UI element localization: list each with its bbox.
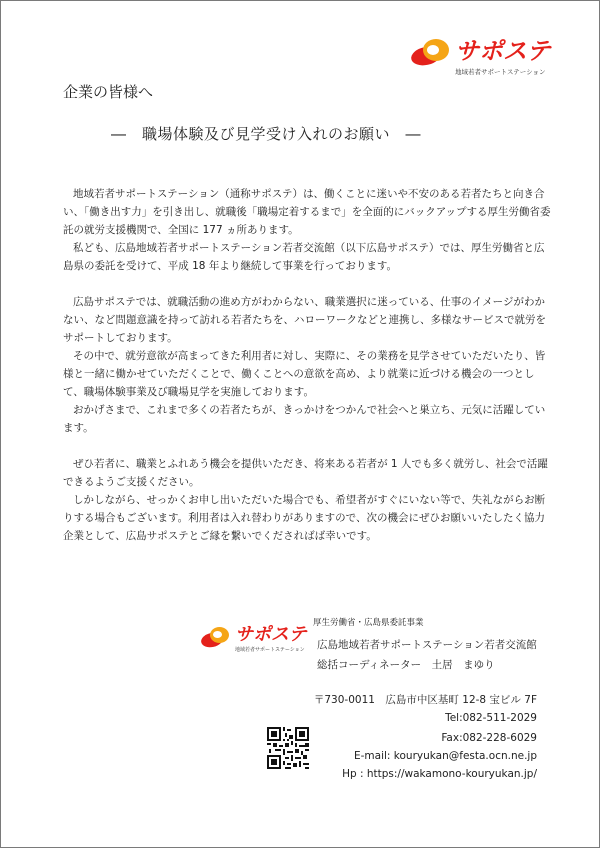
sponsor-note: 厚生労働省・広島県委託事業 <box>313 618 424 628</box>
logo-tagline: 地域若者サポートステーション <box>455 68 546 76</box>
sapo-logo-icon <box>411 37 451 71</box>
logo-name: サポステ <box>235 624 307 645</box>
sapo-logo-icon <box>201 625 231 651</box>
paragraph-spacer <box>63 437 551 455</box>
paragraph-spacer <box>63 275 551 293</box>
paragraph-service: 広島サポステでは、就職活動の進め方がわからない、職業選択に迷っている、仕事のイメージがわかない、など問題意識を持って訪れる若者たちを、ハローワークなどと連携し、多様なサービスで就労をサポートしております。 <box>63 296 546 344</box>
salutation: 企業の皆様へ <box>63 83 154 101</box>
sapo-logo-small <box>201 625 313 659</box>
homepage-link[interactable]: Hp : https://wakamono-kouryukan.jp/ <box>342 768 537 780</box>
qr-code-icon[interactable] <box>267 727 309 769</box>
paragraph-program: その中で、就労意欲が高まってきた利用者に対し、実際に、その業務を見学させていただいたり、皆様と一緒に働かせていただくことで、働くことへの意欲を高め、より就業に近づける機会の一つとして、職場体験事業及び職場見学を実施しております。 <box>63 350 546 398</box>
paragraph-intro-2: 私ども、広島地域若者サポートステーション若者交流館（以下広島サポステ）では、厚生労働省と広島県の委託を受けて、平成 18 年より継続して事業を行っております。 <box>63 242 545 272</box>
email-address[interactable]: E-mail: kouryukan@festa.ocn.ne.jp <box>354 750 537 762</box>
document-title: ― 職場体験及び見学受け入れのお願い ― <box>111 125 422 143</box>
paragraph-request: ぜひ若者に、職業とふれあう機会を提供いただき、将来ある若者が 1 人でも多く就労し、社会で活躍できるようご支援ください。 <box>63 458 548 488</box>
fax: Fax:082-228-6029 <box>441 732 537 744</box>
paragraph-intro: 地域若者サポートステーション（通称サポステ）は、働くことに迷いや不安のある若者たちと向き合い、「働き出す力」を引き出し、就職後「職場定着するまで」を全面的にバックアップする厚生労働省委託の就労支援機関で、全国に 177 ヵ所あります。 <box>63 188 551 236</box>
logo-tagline: 地域若者サポートステーション <box>235 647 305 653</box>
address: 〒730-0011 広島市中区基町 12-8 宝ビル 7F <box>313 694 537 706</box>
telephone: Tel:082-511-2029 <box>445 712 537 724</box>
body-text <box>63 185 551 545</box>
sapo-logo <box>411 37 573 87</box>
paragraph-closing: しかしながら、せっかくお申し出いただいた場合でも、希望者がすぐにいない等で、失礼ながらお断りする場合もございます。利用者は入れ替わりがありますので、次の機会にぜひお願いいたしたく協力企業として、広島サポステとご縁を繋いでくださればば幸いです。 <box>63 494 546 542</box>
organization-name: 広島地域若者サポートステーション若者交流館 <box>317 639 537 651</box>
paragraph-results: おかげさまで、これまで多くの若者たちが、きっかけをつかんで社会へと巣立ち、元気に活躍しています。 <box>63 404 546 434</box>
logo-name: サポステ <box>455 37 551 65</box>
contact-person: 総括コーディネーター 土居 まゆり <box>317 659 495 671</box>
